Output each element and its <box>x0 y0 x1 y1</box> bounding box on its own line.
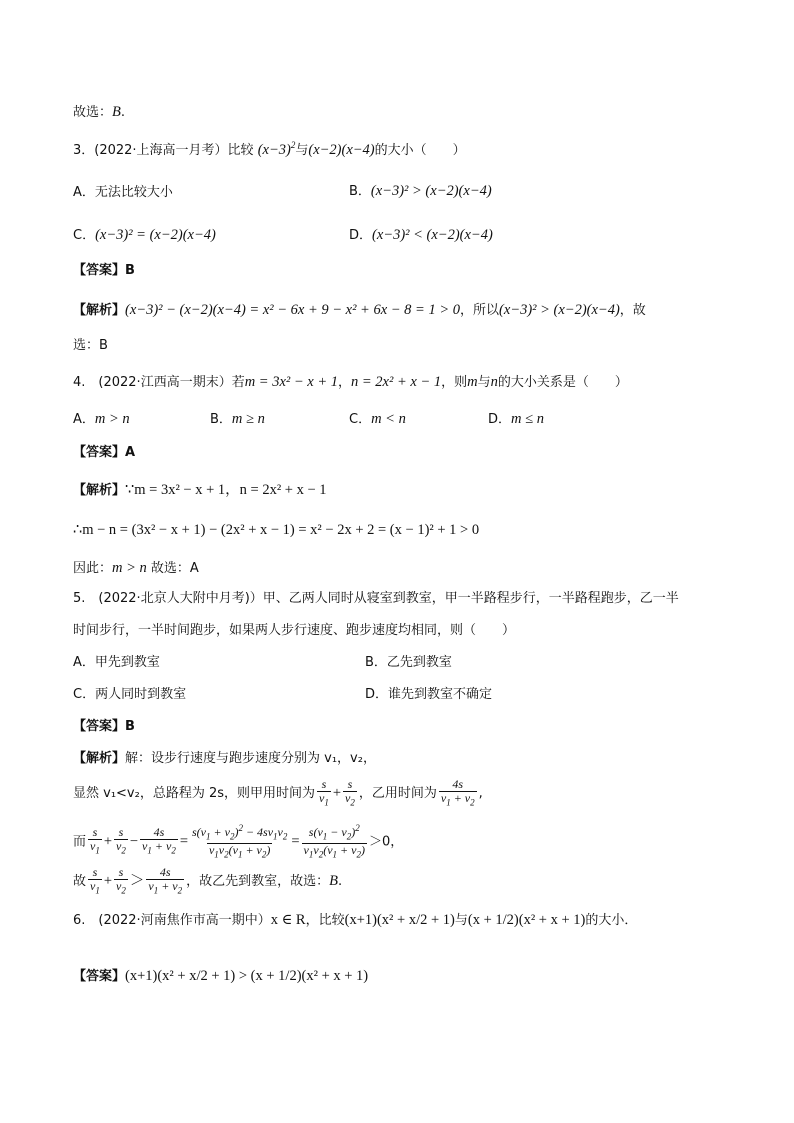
answer-tag: 【答案】 <box>73 719 126 734</box>
q4-analysis-line2-math: ∴m − n = (3x² − x + 1) − (2x² + x − 1) = x² − 2x + 2 = (x − 1)² + 1 > 0 <box>73 522 480 538</box>
q4-conclusion <box>73 560 199 577</box>
fraction: $\frac{s}{v_1}$ <box>90 825 100 856</box>
q5-line3-text-a: 而 <box>73 834 87 850</box>
q4-analysis-line2 <box>73 522 479 539</box>
answer-value: B <box>125 263 135 278</box>
fraction: $\frac{s}{v_2}$ <box>116 865 126 896</box>
option-label: A．甲先到教室 <box>73 655 160 670</box>
period: . <box>338 874 343 890</box>
q5-stem-line2 <box>73 623 515 639</box>
q5-line3-text-b: ＞0， <box>368 834 404 850</box>
q3-answer <box>73 263 135 279</box>
separator: ， <box>338 375 352 390</box>
fraction: $\frac{s}{v_1}$ <box>319 777 329 808</box>
q4-and: 与 <box>477 375 491 390</box>
q4-m-var: m <box>467 374 478 390</box>
option-math: m < n <box>371 411 406 427</box>
option-math: m > n <box>94 411 130 427</box>
q5-analysis-line3: 而 $\frac{s}{v_1}$ + $\frac{s}{v_2}$ − $\frac{4s}{v_1 + v_2}$ = $\frac{s(v_1 + v_2)^2 - 4sv_1v_2}{v_1v_2(v_1 + v_2)}$ = $\frac{s(v_1 - v_2)^2}{v_1v_2(v_1 + v_2)}$ ＞0， <box>73 823 404 860</box>
option-label: C．两人同时到教室 <box>73 687 187 702</box>
fraction: $\frac{4s}{v_1 + v_2}$ <box>148 865 183 896</box>
q4-m-def: m = 3x² − x + 1 <box>244 374 338 390</box>
analysis-tag: 【解析】 <box>73 751 126 766</box>
fraction: $\frac{4s}{v_1 + v_2}$ <box>440 777 475 808</box>
q6-stem-suffix: 的大小． <box>585 913 638 928</box>
q4-analysis-line1-math: ∵m = 3x² − x + 1，n = 2x² + x − 1 <box>125 482 327 498</box>
option-math: m ≥ n <box>231 411 265 427</box>
q4-option-d <box>488 411 544 428</box>
q3-analysis-line2 <box>73 338 108 354</box>
q5-line4-text-a: 故 <box>73 874 87 890</box>
q4-conclusion-suffix: 故选：A <box>146 561 199 576</box>
q3-option-a <box>73 185 173 201</box>
q3-option-c <box>73 227 216 244</box>
q4-n-var: n <box>490 374 498 390</box>
q5-analysis-line1-text: 解：设步行速度与跑步速度分别为 v₁，v₂， <box>125 751 376 766</box>
previous-answer-label: 故选： <box>73 105 113 120</box>
q5-analysis-line4: 故 $\frac{s}{v_1}$ + $\frac{s}{v_2}$ ＞ $\frac{4s}{v_1 + v_2}$ ，故乙先到教室，故选：B. <box>73 865 343 896</box>
q6-answer <box>73 968 368 985</box>
option-label: D． <box>488 412 512 427</box>
q5-line2-text-b: ，乙用时间为 <box>358 786 437 802</box>
q4-answer <box>73 445 135 461</box>
q3-stem-prefix: 3．(2022·上海高一月考）比较 <box>73 142 254 158</box>
q4-stem-end: 的大小关系是（ ） <box>497 375 628 390</box>
q5-option-d <box>365 687 492 703</box>
q3-expr1: $(x-3)^2$ <box>257 140 296 158</box>
q4-option-b <box>210 411 265 428</box>
q5-line2-text-a: 显然 v₁<v₂，总路程为 2s，则甲用时间为 <box>73 786 316 802</box>
answer-value: B <box>125 719 135 734</box>
q5-option-a <box>73 655 160 671</box>
q6-stem <box>73 912 637 929</box>
fraction: $\frac{4s}{v_1 + v_2}$ <box>142 825 176 856</box>
q4-conclusion-prefix: 因此： <box>73 561 113 576</box>
answer-value: A <box>125 445 136 460</box>
q4-option-a <box>73 411 130 428</box>
option-label: B． <box>349 184 371 199</box>
q3-stem <box>73 140 466 159</box>
q5-stem-line2-text: 时间步行，一半时间跑步，如果两人步行速度、跑步速度均相同，则（ ） <box>73 623 516 638</box>
q4-conclusion-math: m > n <box>112 560 147 576</box>
option-label: A．无法比较大小 <box>73 185 173 200</box>
period: . <box>120 105 126 120</box>
q4-n-def: n = 2x² + x − 1 <box>351 374 442 390</box>
option-math: m ≤ n <box>511 411 544 427</box>
q4-stem <box>73 374 628 391</box>
q3-analysis-tail: ，故 <box>619 303 646 318</box>
analysis-tag: 【解析】 <box>73 303 126 318</box>
q6-answer-math: (x+1)(x² + x/2 + 1) > (x + 1/2)(x² + x + 1) <box>125 968 369 984</box>
answer-tag: 【答案】 <box>73 445 126 460</box>
q3-option-d <box>349 227 493 244</box>
option-label: D．谁先到教室不确定 <box>365 687 493 702</box>
answer-tag: 【答案】 <box>73 969 126 984</box>
q3-analysis-math2: (x−3)² > (x−2)(x−4) <box>499 302 620 318</box>
q6-expr1: (x+1)(x² + x/2 + 1) <box>344 912 455 928</box>
answer-tag: 【答案】 <box>73 263 126 278</box>
analysis-tag: 【解析】 <box>73 483 126 498</box>
q3-expr1-text: (x−3) <box>257 141 291 158</box>
fraction: $\frac{s}{v_2}$ <box>345 777 355 808</box>
q4-option-c <box>349 411 406 428</box>
q5-stem-line1-text: 5. (2022·北京人大附中月考)）甲、乙两人同时从寝室到教室，甲一半路程步行，一半路程跑步，乙一半 <box>73 591 679 606</box>
q5-option-c <box>73 687 186 703</box>
q3-analysis <box>73 302 646 319</box>
q5-answer <box>73 719 135 735</box>
option-label: B． <box>210 412 232 427</box>
q5-stem-line1 <box>73 591 679 607</box>
q3-expr2: (x−2)(x−4) <box>308 141 375 158</box>
fraction: $\frac{s}{v_1}$ <box>90 865 100 896</box>
q3-analysis-mid: ，所以 <box>460 303 500 318</box>
q6-expr2: (x + 1/2)(x² + x + 1) <box>467 912 586 928</box>
q6-mid1: ，比较 <box>305 913 345 928</box>
fraction: $\frac{s}{v_2}$ <box>116 825 126 856</box>
q6-condition: x ∈ R <box>270 912 306 928</box>
q3-option-b <box>349 183 492 200</box>
q6-mid2: 与 <box>454 913 468 928</box>
q5-analysis-line2: 显然 v₁<v₂，总路程为 2s，则甲用时间为 $\frac{s}{v_1}$ + $\frac{s}{v_2}$ ，乙用时间为 $\frac{4s}{v_1 + v_2}$ , <box>73 777 483 808</box>
q6-stem-prefix: 6. (2022·河南焦作市高一期中） <box>73 913 271 928</box>
option-math: (x−3)² > (x−2)(x−4) <box>370 183 492 199</box>
option-label: C． <box>73 228 96 243</box>
option-math: (x−3)² < (x−2)(x−4) <box>372 227 493 243</box>
fraction: $\frac{s(v_1 + v_2)^2 - 4sv_1v_2}{v_1v_2(v_1 + v_2)}$ <box>192 823 288 860</box>
q5-line4-answer: B <box>329 873 338 890</box>
q3-analysis-line2-text: 选：B <box>73 338 108 353</box>
q5-option-b <box>365 655 452 671</box>
q4-stem-suffix: ，则 <box>441 375 468 390</box>
previous-answer-value: B <box>112 104 121 120</box>
option-label: B．乙先到教室 <box>365 655 452 670</box>
q5-line4-text-b: ，故乙先到教室，故选： <box>186 874 330 890</box>
option-label: C． <box>349 412 372 427</box>
q3-analysis-math: (x−3)² − (x−2)(x−4) = x² − 6x + 9 − x² + 6x − 8 = 1 > 0 <box>125 302 460 318</box>
option-math: (x−3)² = (x−2)(x−4) <box>95 227 216 243</box>
q4-stem-prefix: 4. (2022·江西高一期末）若 <box>73 375 245 390</box>
fraction: $\frac{s(v_1 - v_2)^2}{v_1v_2(v_1 + v_2)}$ <box>303 823 365 860</box>
q3-stem-suffix: 的大小（ ） <box>374 142 466 158</box>
option-label: D． <box>349 228 373 243</box>
option-label: A． <box>73 412 95 427</box>
q4-analysis-line1 <box>73 482 327 499</box>
q5-analysis-line1 <box>73 751 376 767</box>
previous-answer-line <box>73 104 125 121</box>
q3-mid: 与 <box>295 142 309 158</box>
